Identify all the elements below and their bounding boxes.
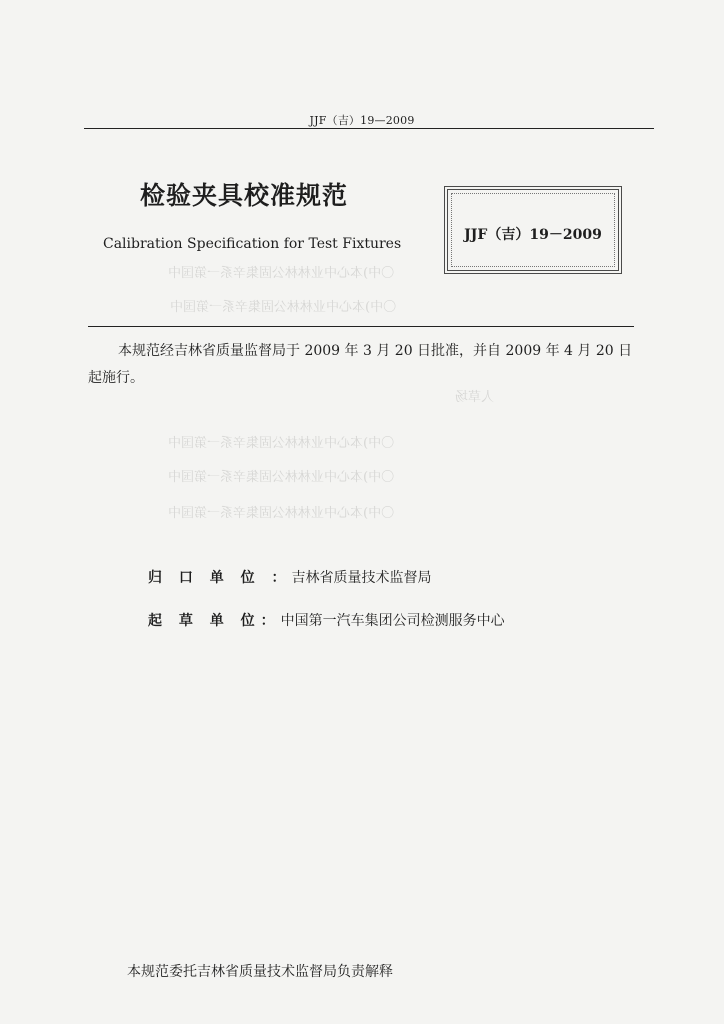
standard-code-box-text: JJF（吉）19－2009 (464, 227, 602, 243)
bleed-through-text: 〇中)本心中业林林公固集辛系一第国中 (170, 300, 397, 315)
bleed-through-text: 〇中)本心中业林林公固集辛系一第国中 (168, 436, 395, 451)
responsible-unit-row (148, 567, 432, 587)
responsible-unit-value: 吉林省质量技术监督局 (291, 570, 432, 586)
document-title-english: Calibration Specification for Test Fixtures (103, 236, 402, 252)
header-standard-code: JJF（吉）19—2009 (309, 114, 415, 127)
interpretation-note: 本规范委托吉林省质量技术监督局负责解释 (127, 964, 393, 980)
bleed-through-text: 〇中)本心中业林林公固集辛系一第国中 (168, 266, 395, 281)
standard-code-box (444, 186, 622, 274)
approval-statement: 本规范经吉林省质量监督局于 2009 年 3 月 20 日批准，并自 2009 年 4 月 20 日起施行。 (88, 343, 633, 386)
document-title-chinese: 检验夹具校准规范 (140, 181, 349, 210)
header-rule (84, 128, 654, 129)
drafting-unit-label: 起 草 单 位： (148, 613, 281, 629)
bleed-through-text: 人草场 (455, 390, 495, 405)
bleed-through-text: 〇中)本心中业林林公固集辛系一第国中 (168, 470, 395, 485)
responsible-unit-label: 归 口 单 位 ： (148, 570, 292, 586)
drafting-unit-value: 中国第一汽车集团公司检测服务中心 (280, 613, 505, 629)
drafting-unit-row (148, 610, 505, 630)
bleed-through-text: 〇中)本心中业林林公固集辛系一第国中 (168, 506, 395, 521)
section-rule (88, 326, 634, 327)
